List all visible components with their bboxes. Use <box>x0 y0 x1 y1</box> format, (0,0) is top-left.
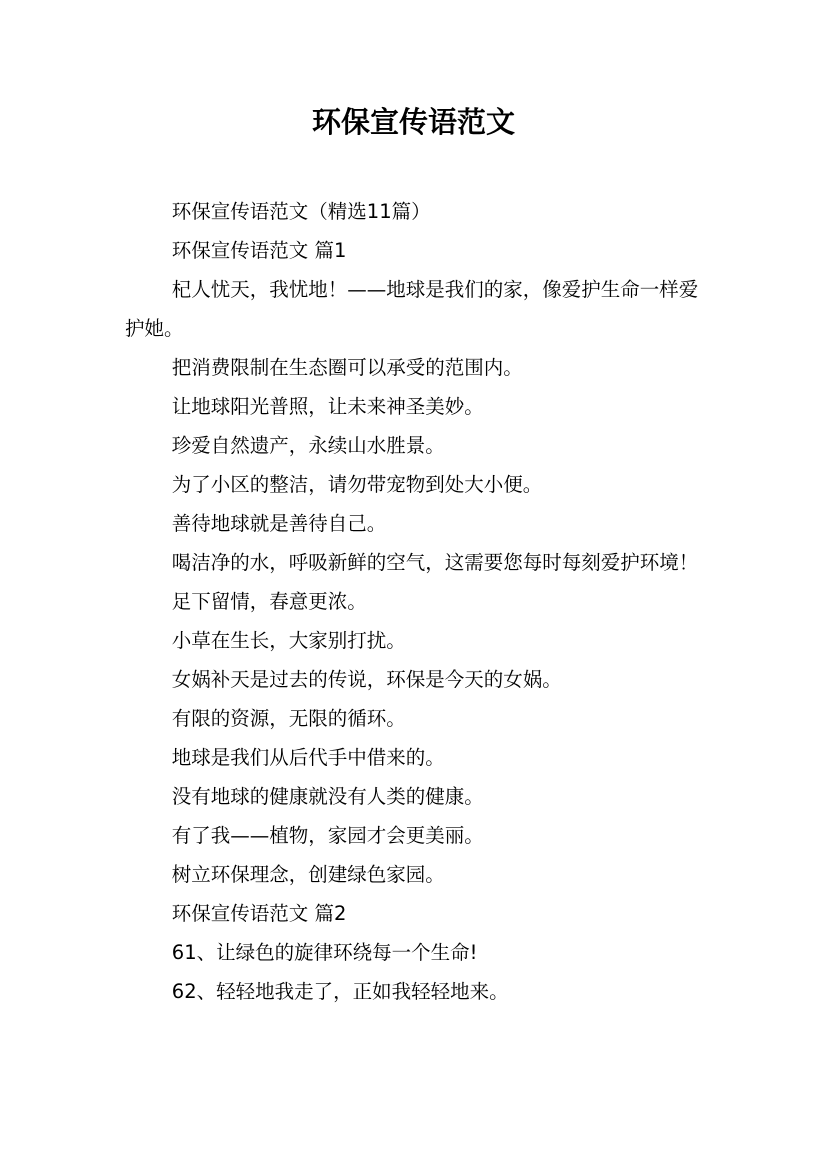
paragraph: 61、让绿色的旋律环绕每一个生命! <box>171 941 478 964</box>
paragraph: 没有地球的健康就没有人类的健康。 <box>171 785 484 808</box>
paragraph: 喝洁净的水，呼吸新鲜的空气，这需要您每时每刻爱护环境！ <box>171 551 699 574</box>
paragraph: 善待地球就是善待自己。 <box>171 512 387 535</box>
paragraph: 小草在生长，大家别打扰。 <box>171 629 406 652</box>
paragraph: 地球是我们从后代手中借来的。 <box>171 746 445 769</box>
paragraph: 环保宣传语范文（精选11篇） <box>171 200 431 223</box>
section-heading: 环保宣传语范文 篇2 <box>171 902 347 925</box>
paragraph: 女娲补天是过去的传说，环保是今天的女娲。 <box>171 668 562 691</box>
paragraph: 有了我——植物，家园才会更美丽。 <box>171 824 484 847</box>
section-heading: 环保宣传语范文 篇1 <box>171 239 347 262</box>
paragraph: 62、轻轻地我走了，正如我轻轻地来。 <box>171 980 509 1003</box>
paragraph: 珍爱自然遗产，永续山水胜景。 <box>171 434 445 457</box>
paragraph: 杞人忧天，我忧地！——地球是我们的家，像爱护生命一样爱护她。 <box>125 278 699 340</box>
paragraph: 有限的资源，无限的循环。 <box>171 707 406 730</box>
paragraph: 树立环保理念，创建绿色家园。 <box>171 863 445 886</box>
paragraph: 把消费限制在生态圈可以承受的范围内。 <box>171 356 523 379</box>
document-title: 环保宣传语范文 <box>311 105 515 139</box>
paragraph: 为了小区的整洁，请勿带宠物到处大小便。 <box>171 473 543 496</box>
document-body <box>125 192 710 1011</box>
paragraph: 让地球阳光普照，让未来神圣美妙。 <box>171 395 484 418</box>
paragraph: 足下留情，春意更浓。 <box>171 590 367 613</box>
